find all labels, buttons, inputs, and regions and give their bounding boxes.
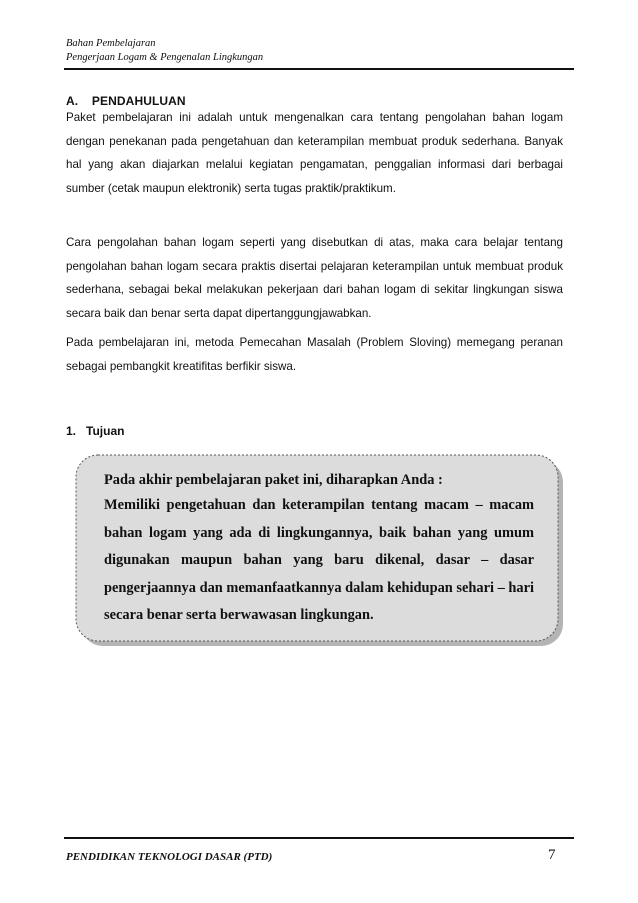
- objective-body: Memiliki pengetahuan dan keterampilan tentang macam – macam bahan logam yang ada di lingkungannya, baik bahan yang umum digunakan maupun bahan yang baru dikenal, dasar – dasar pengerjaannya dan memanfaatkannya dalam kehidupan sehari – hari secara benar serta berwawasan lingkungan.: [104, 497, 534, 624]
- paragraph-1: Paket pembelajaran ini adalah untuk mengenalkan cara tentang pengolahan bahan logam dengan penekanan pada pengetahuan dan keterampilan membuat produk sederhana. Banyak hal yang akan diajarkan melalui kegiatan pengamatan, penggalian informasi dari berbagai sumber (cetak maupun elektronik) serta tugas praktik/praktikum.: [66, 111, 563, 195]
- objective-text: [104, 468, 534, 630]
- footer-rule: [64, 837, 574, 839]
- paragraph-2: Cara pengolahan bahan logam seperti yang disebutkan di atas, maka cara belajar tentang pengolahan bahan logam secara praktis disertai pelajaran keterampilan untuk membuat produk sederhana, sebagai bekal melakukan pekerjaan dari bahan logam di sekitar lingkungan siswa secara baik dan benar serta dapat dipertanggungjawabkan.: [66, 236, 563, 320]
- running-header: [66, 37, 263, 65]
- header-line-1: Bahan Pembelajaran: [66, 38, 156, 49]
- header-rule: [64, 68, 574, 70]
- footer-title: PENDIDIKAN TEKNOLOGI DASAR (PTD): [66, 851, 273, 863]
- section-a-heading: A. PENDAHULUAN: [66, 94, 186, 108]
- page-number: 7: [548, 847, 556, 863]
- header-line-2: Pengerjaan Logam & Pengenalan Lingkungan: [66, 52, 264, 63]
- section-1-heading: 1. Tujuan: [66, 424, 125, 438]
- paragraph-3: Pada pembelajaran ini, metoda Pemecahan Masalah (Problem Sloving) memegang peranan sebagai pembangkit kreatifitas berfikir siswa.: [66, 336, 563, 373]
- objective-title: Pada akhir pembelajaran paket ini, diharapkan Anda :: [104, 472, 443, 488]
